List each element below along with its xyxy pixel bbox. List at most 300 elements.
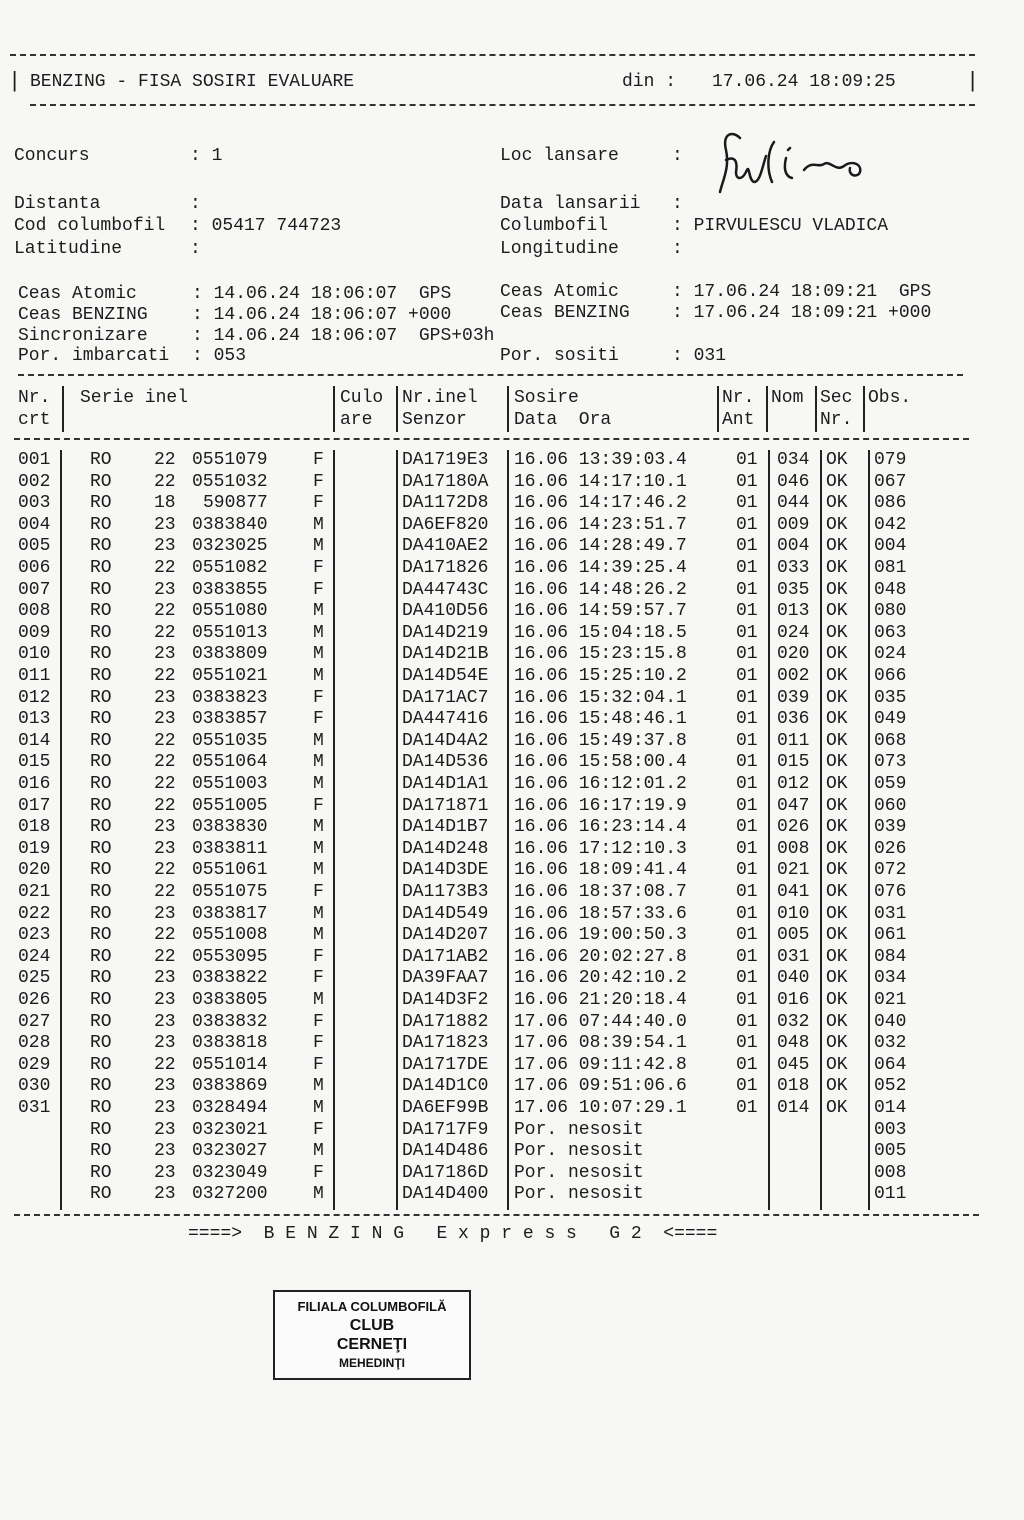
cell-ant-nr: 01 (736, 860, 758, 881)
column-separator (507, 386, 509, 432)
cell-arrival-time: 16.06 14:59:57.7 (514, 601, 687, 622)
cell-ring-number: 590877 (203, 493, 268, 514)
cell-arrival-time: 16.06 14:28:49.7 (514, 536, 687, 557)
cell-sex: F (313, 450, 324, 470)
cell-arrival-time: 17.06 09:51:06.6 (514, 1076, 687, 1097)
handwritten-signature (712, 120, 892, 200)
column-header-ant: Nr. (722, 388, 755, 408)
cell-sec-nr: OK (826, 709, 848, 730)
cell-sex: M (313, 730, 324, 751)
cell-obs: 061 (874, 925, 907, 946)
cell-arrival-time: 17.06 10:07:29.1 (514, 1098, 687, 1118)
cell-arrival-time: 16.06 16:12:01.2 (514, 774, 687, 794)
cell-obs: 072 (874, 860, 907, 881)
cell-nr-crt: 015 (18, 752, 51, 773)
cell-ring-number: 0383855 (192, 579, 268, 600)
cell-arrival-time: Por. nesosit (514, 1119, 644, 1140)
club-stamp (273, 1290, 471, 1380)
cell-year: 22 (154, 752, 176, 773)
cell-ring-number: 0551032 (192, 471, 268, 492)
cell-nr-crt: 022 (18, 903, 51, 924)
cell-sensor-ring: DA14D1A1 (402, 774, 489, 794)
cell-sex: F (313, 1033, 324, 1054)
cell-country: RO (90, 968, 112, 989)
cell-ring-number: 0551008 (192, 925, 268, 946)
cell-country: RO (90, 687, 112, 708)
cell-nom: 048 (777, 1033, 810, 1054)
cell-year: 23 (154, 1162, 176, 1183)
cell-sex: F (313, 687, 324, 708)
cell-sex: M (313, 666, 324, 686)
cell-country: RO (90, 1054, 112, 1075)
cell-ant-nr: 01 (736, 536, 758, 557)
cell-sex: M (313, 925, 324, 946)
cell-nom: 041 (777, 882, 810, 902)
cell-year: 22 (154, 601, 176, 622)
cell-obs: 042 (874, 514, 907, 535)
cell-sensor-ring: DA171871 (402, 795, 489, 816)
cell-arrival-time: Por. nesosit (514, 1141, 644, 1162)
cell-sensor-ring: DA14D21B (402, 644, 489, 665)
cell-sec-nr: OK (826, 450, 848, 470)
cell-sex: M (313, 601, 324, 622)
cell-year: 23 (154, 838, 176, 859)
cell-arrival-time: 16.06 18:09:41.4 (514, 860, 687, 881)
cell-ring-number: 0383830 (192, 817, 268, 838)
cell-year: 22 (154, 882, 176, 902)
cell-country: RO (90, 860, 112, 881)
cell-nom: 016 (777, 990, 810, 1010)
cell-country: RO (90, 1098, 112, 1118)
column-header-nom: Nom (771, 388, 804, 408)
cell-year: 23 (154, 514, 176, 535)
cell-ant-nr: 01 (736, 450, 758, 470)
cell-sensor-ring: DA1717F9 (402, 1119, 489, 1140)
cell-sex: F (313, 882, 324, 902)
cell-nr-crt: 017 (18, 795, 51, 816)
clock-label-left: Ceas BENZING (18, 305, 148, 325)
cell-sex: M (313, 752, 324, 773)
cell-year: 23 (154, 1033, 176, 1054)
cell-sensor-ring: DA6EF99B (402, 1098, 489, 1118)
cell-nr-crt: 002 (18, 471, 51, 492)
cell-ant-nr: 01 (736, 471, 758, 492)
cell-ant-nr: 01 (736, 882, 758, 902)
cell-sensor-ring: DA14D1C0 (402, 1076, 489, 1097)
cell-nom: 032 (777, 1011, 810, 1032)
column-header-sosire: Sosire (514, 388, 579, 408)
cell-nr-crt: 003 (18, 493, 51, 514)
cell-arrival-time: 16.06 21:20:18.4 (514, 990, 687, 1010)
info-value-left: : 1 (190, 146, 223, 166)
cell-year: 23 (154, 817, 176, 838)
cell-arrival-time: 16.06 14:48:26.2 (514, 579, 687, 600)
cell-country: RO (90, 1011, 112, 1032)
cell-sec-nr: OK (826, 774, 848, 794)
cell-ring-number: 0383823 (192, 687, 268, 708)
column-separator (333, 450, 335, 1210)
cell-obs: 081 (874, 558, 907, 578)
cell-ant-nr: 01 (736, 514, 758, 535)
cell-year: 23 (154, 1141, 176, 1162)
column-header-senzor: Nr.inel (402, 388, 478, 408)
cell-year: 22 (154, 795, 176, 816)
cell-obs: 086 (874, 493, 907, 514)
column-separator (60, 450, 62, 1210)
cell-nr-crt: 006 (18, 558, 51, 578)
cell-ring-number: 0383857 (192, 709, 268, 730)
cell-country: RO (90, 536, 112, 557)
cell-arrival-time: 17.06 07:44:40.0 (514, 1011, 687, 1032)
cell-sec-nr: OK (826, 903, 848, 924)
info-value-right: : (672, 239, 683, 259)
cell-sec-nr: OK (826, 622, 848, 643)
info-label-right: Longitudine (500, 239, 619, 259)
clock-label-right: Por. sositi (500, 346, 619, 366)
cell-nom: 040 (777, 968, 810, 989)
cell-year: 22 (154, 1054, 176, 1075)
cell-sec-nr: OK (826, 946, 848, 967)
cell-country: RO (90, 709, 112, 730)
cell-country: RO (90, 666, 112, 686)
column-header-sosire-sub: Data Ora (514, 410, 612, 430)
cell-sensor-ring: DA14D486 (402, 1141, 489, 1162)
cell-obs: 048 (874, 579, 907, 600)
cell-arrival-time: 16.06 17:12:10.3 (514, 838, 687, 859)
clock-label-left: Por. imbarcati (18, 346, 170, 366)
cell-nom: 009 (777, 514, 810, 535)
cell-sensor-ring: DA14D549 (402, 903, 489, 924)
cell-sex: M (313, 622, 324, 643)
cell-nom: 011 (777, 730, 810, 751)
cell-country: RO (90, 558, 112, 578)
cell-nr-crt: 008 (18, 601, 51, 622)
cell-ring-number: 0323025 (192, 536, 268, 557)
header-rule (30, 104, 975, 106)
cell-ant-nr: 01 (736, 838, 758, 859)
cell-country: RO (90, 752, 112, 773)
cell-sensor-ring: DA6EF820 (402, 514, 489, 535)
cell-sensor-ring: DA14D400 (402, 1184, 489, 1205)
cell-obs: 021 (874, 990, 907, 1010)
cell-country: RO (90, 730, 112, 751)
cell-sex: F (313, 1119, 324, 1140)
clock-rule (18, 374, 963, 376)
cell-ant-nr: 01 (736, 903, 758, 924)
cell-nom: 002 (777, 666, 810, 686)
cell-sex: F (313, 946, 324, 967)
cell-ring-number: 0323021 (192, 1119, 268, 1140)
cell-obs: 034 (874, 968, 907, 989)
column-separator (868, 450, 870, 1210)
cell-year: 22 (154, 730, 176, 751)
column-header-sec: Sec (820, 388, 853, 408)
cell-ant-nr: 01 (736, 795, 758, 816)
cell-sensor-ring: DA1172D8 (402, 493, 489, 514)
cell-year: 23 (154, 687, 176, 708)
cell-nr-crt: 029 (18, 1054, 51, 1075)
column-separator (333, 386, 335, 432)
cell-country: RO (90, 1033, 112, 1054)
info-label-right: Loc lansare (500, 146, 619, 166)
cell-sensor-ring: DA410D56 (402, 601, 489, 622)
stamp-line-3: CERNEŢI (336, 1336, 408, 1353)
cell-ring-number: 0383817 (192, 903, 268, 924)
cell-arrival-time: 16.06 14:17:46.2 (514, 493, 687, 514)
cell-obs: 068 (874, 730, 907, 751)
cell-country: RO (90, 990, 112, 1010)
cell-arrival-time: 16.06 15:48:46.1 (514, 709, 687, 730)
cell-arrival-time: 16.06 16:23:14.4 (514, 817, 687, 838)
cell-nr-crt: 019 (18, 838, 51, 859)
cell-sec-nr: OK (826, 968, 848, 989)
cell-ring-number: 0551014 (192, 1054, 268, 1075)
cell-obs: 011 (874, 1184, 907, 1205)
cell-sensor-ring: DA410AE2 (402, 536, 489, 557)
cell-sec-nr: OK (826, 752, 848, 773)
bottom-rule (14, 1214, 979, 1216)
cell-nom: 036 (777, 709, 810, 730)
stamp-line-4: MEHEDINŢI (339, 1356, 405, 1370)
cell-nom: 026 (777, 817, 810, 838)
column-separator (820, 450, 822, 1210)
cell-country: RO (90, 838, 112, 859)
cell-obs: 073 (874, 752, 907, 773)
column-header-senzor-sub: Senzor (402, 410, 467, 430)
cell-country: RO (90, 1141, 112, 1162)
cell-nom: 012 (777, 774, 810, 794)
cell-obs: 060 (874, 795, 907, 816)
column-header-culo-sub: are (340, 410, 373, 430)
cell-sec-nr: OK (826, 601, 848, 622)
column-separator (62, 386, 64, 432)
cell-country: RO (90, 601, 112, 622)
cell-ant-nr: 01 (736, 666, 758, 686)
cell-sec-nr: OK (826, 493, 848, 514)
cell-nr-crt: 030 (18, 1076, 51, 1097)
cell-ring-number: 0383818 (192, 1033, 268, 1054)
cell-country: RO (90, 1119, 112, 1140)
cell-ant-nr: 01 (736, 925, 758, 946)
cell-year: 22 (154, 946, 176, 967)
cell-sensor-ring: DA14D248 (402, 838, 489, 859)
cell-sensor-ring: DA1719E3 (402, 450, 489, 470)
cell-ant-nr: 01 (736, 1098, 758, 1118)
cell-arrival-time: 16.06 15:25:10.2 (514, 666, 687, 686)
cell-year: 23 (154, 579, 176, 600)
cell-year: 23 (154, 536, 176, 557)
cell-ring-number: 0328494 (192, 1098, 268, 1118)
cell-sex: M (313, 1076, 324, 1097)
cell-ant-nr: 01 (736, 946, 758, 967)
cell-nr-crt: 016 (18, 774, 51, 794)
cell-arrival-time: 16.06 14:23:51.7 (514, 514, 687, 535)
column-separator (768, 450, 770, 1210)
cell-obs: 049 (874, 709, 907, 730)
din-label: din : (622, 72, 677, 92)
clock-value-right: : 031 (672, 346, 727, 366)
cell-obs: 040 (874, 1011, 907, 1032)
cell-arrival-time: 16.06 15:58:00.4 (514, 752, 687, 773)
cell-sec-nr: OK (826, 471, 848, 492)
cell-arrival-time: Por. nesosit (514, 1184, 644, 1205)
cell-year: 22 (154, 471, 176, 492)
cell-nom: 031 (777, 946, 810, 967)
page-title: BENZING - FISA SOSIRI EVALUARE (30, 72, 355, 92)
info-label-left: Cod columbofil (14, 216, 166, 236)
cell-ring-number: 0327200 (192, 1184, 268, 1205)
cell-nom: 044 (777, 493, 810, 514)
cell-nr-crt: 004 (18, 514, 51, 535)
cell-ant-nr: 01 (736, 622, 758, 643)
clock-label-left: Ceas Atomic (18, 284, 137, 304)
cell-obs: 035 (874, 687, 907, 708)
cell-obs: 067 (874, 471, 907, 492)
cell-sec-nr: OK (826, 730, 848, 751)
cell-nom: 004 (777, 536, 810, 557)
cell-nom: 035 (777, 579, 810, 600)
cell-year: 23 (154, 644, 176, 665)
column-header-culo: Culo (340, 388, 384, 408)
cell-ant-nr: 01 (736, 601, 758, 622)
cell-nr-crt: 025 (18, 968, 51, 989)
cell-sex: M (313, 774, 324, 794)
cell-year: 22 (154, 925, 176, 946)
cell-ring-number: 0383809 (192, 644, 268, 665)
cell-ring-number: 0553095 (192, 946, 268, 967)
cell-sex: M (313, 838, 324, 859)
cell-country: RO (90, 903, 112, 924)
cell-arrival-time: 16.06 13:39:03.4 (514, 450, 687, 470)
cell-nr-crt: 024 (18, 946, 51, 967)
info-label-left: Distanta (14, 194, 101, 214)
cell-sex: M (313, 990, 324, 1010)
cell-sex: M (313, 860, 324, 881)
clock-label-right: Ceas Atomic (500, 282, 619, 302)
cell-nr-crt: 005 (18, 536, 51, 557)
cell-ring-number: 0323049 (192, 1162, 268, 1183)
cell-year: 22 (154, 622, 176, 643)
cell-country: RO (90, 471, 112, 492)
stamp-line-2: CLUB (349, 1317, 395, 1334)
cell-sensor-ring: DA14D207 (402, 925, 489, 946)
cell-nom: 033 (777, 558, 810, 578)
header-left-bar: | (8, 69, 22, 94)
cell-ring-number: 0551080 (192, 601, 268, 622)
column-header-nr: Nr. (18, 388, 51, 408)
cell-arrival-time: Por. nesosit (514, 1162, 644, 1183)
cell-year: 22 (154, 860, 176, 881)
column-separator (815, 386, 817, 432)
cell-ring-number: 0323027 (192, 1141, 268, 1162)
cell-sec-nr: OK (826, 795, 848, 816)
cell-ant-nr: 01 (736, 817, 758, 838)
cell-obs: 080 (874, 601, 907, 622)
column-separator (396, 450, 398, 1210)
cell-arrival-time: 16.06 18:57:33.6 (514, 903, 687, 924)
cell-nom: 008 (777, 838, 810, 859)
cell-sex: M (313, 903, 324, 924)
clock-value-left: : 053 (192, 346, 247, 366)
cell-sensor-ring: DA14D219 (402, 622, 489, 643)
cell-ring-number: 0551075 (192, 882, 268, 902)
info-value-right: : (672, 146, 683, 166)
cell-obs: 031 (874, 903, 907, 924)
cell-obs: 084 (874, 946, 907, 967)
cell-sec-nr: OK (826, 1011, 848, 1032)
cell-nom: 045 (777, 1054, 810, 1075)
cell-ant-nr: 01 (736, 1054, 758, 1075)
cell-ant-nr: 01 (736, 1033, 758, 1054)
cell-ant-nr: 01 (736, 579, 758, 600)
cell-sec-nr: OK (826, 882, 848, 902)
column-header-sec-sub: Nr. (820, 410, 853, 430)
cell-nr-crt: 014 (18, 730, 51, 751)
cell-sensor-ring: DA171882 (402, 1011, 489, 1032)
cell-obs: 059 (874, 774, 907, 794)
cell-sec-nr: OK (826, 666, 848, 686)
cell-sensor-ring: DA14D54E (402, 666, 489, 686)
cell-nom: 020 (777, 644, 810, 665)
cell-country: RO (90, 1076, 112, 1097)
cell-obs: 005 (874, 1141, 907, 1162)
cell-ring-number: 0551079 (192, 450, 268, 470)
cell-ring-number: 0383869 (192, 1076, 268, 1097)
info-value-left: : (190, 194, 201, 214)
cell-sensor-ring: DA447416 (402, 709, 489, 730)
cell-sec-nr: OK (826, 687, 848, 708)
cell-country: RO (90, 493, 112, 514)
cell-obs: 079 (874, 450, 907, 470)
info-label-left: Concurs (14, 146, 90, 166)
cell-country: RO (90, 774, 112, 794)
cell-country: RO (90, 925, 112, 946)
table-header-rule (14, 438, 969, 440)
cell-sec-nr: OK (826, 990, 848, 1010)
cell-ring-number: 0383832 (192, 1011, 268, 1032)
cell-ring-number: 0551061 (192, 860, 268, 881)
info-label-left: Latitudine (14, 239, 123, 259)
cell-sec-nr: OK (826, 1098, 848, 1118)
column-header-serie: Serie inel (80, 388, 189, 408)
cell-sec-nr: OK (826, 536, 848, 557)
cell-year: 23 (154, 990, 176, 1010)
info-value-left: : (190, 239, 201, 259)
cell-arrival-time: 17.06 09:11:42.8 (514, 1054, 687, 1075)
cell-sec-nr: OK (826, 860, 848, 881)
cell-sec-nr: OK (826, 1033, 848, 1054)
cell-nom: 005 (777, 925, 810, 946)
cell-sex: F (313, 1054, 324, 1075)
cell-sensor-ring: DA14D4A2 (402, 730, 489, 751)
cell-nom: 039 (777, 687, 810, 708)
clock-value-left: : 14.06.24 18:06:07 GPS (192, 284, 452, 304)
cell-ring-number: 0383811 (192, 838, 268, 859)
cell-sec-nr: OK (826, 579, 848, 600)
top-rule (10, 54, 975, 56)
cell-ant-nr: 01 (736, 730, 758, 751)
print-datetime: 17.06.24 18:09:25 (712, 72, 896, 92)
cell-ant-nr: 01 (736, 644, 758, 665)
cell-sec-nr: OK (826, 1076, 848, 1097)
cell-obs: 076 (874, 882, 907, 902)
cell-nom: 047 (777, 795, 810, 816)
cell-nr-crt: 009 (18, 622, 51, 643)
cell-ring-number: 0551035 (192, 730, 268, 751)
cell-sec-nr: OK (826, 838, 848, 859)
cell-obs: 039 (874, 817, 907, 838)
cell-nom: 024 (777, 622, 810, 643)
